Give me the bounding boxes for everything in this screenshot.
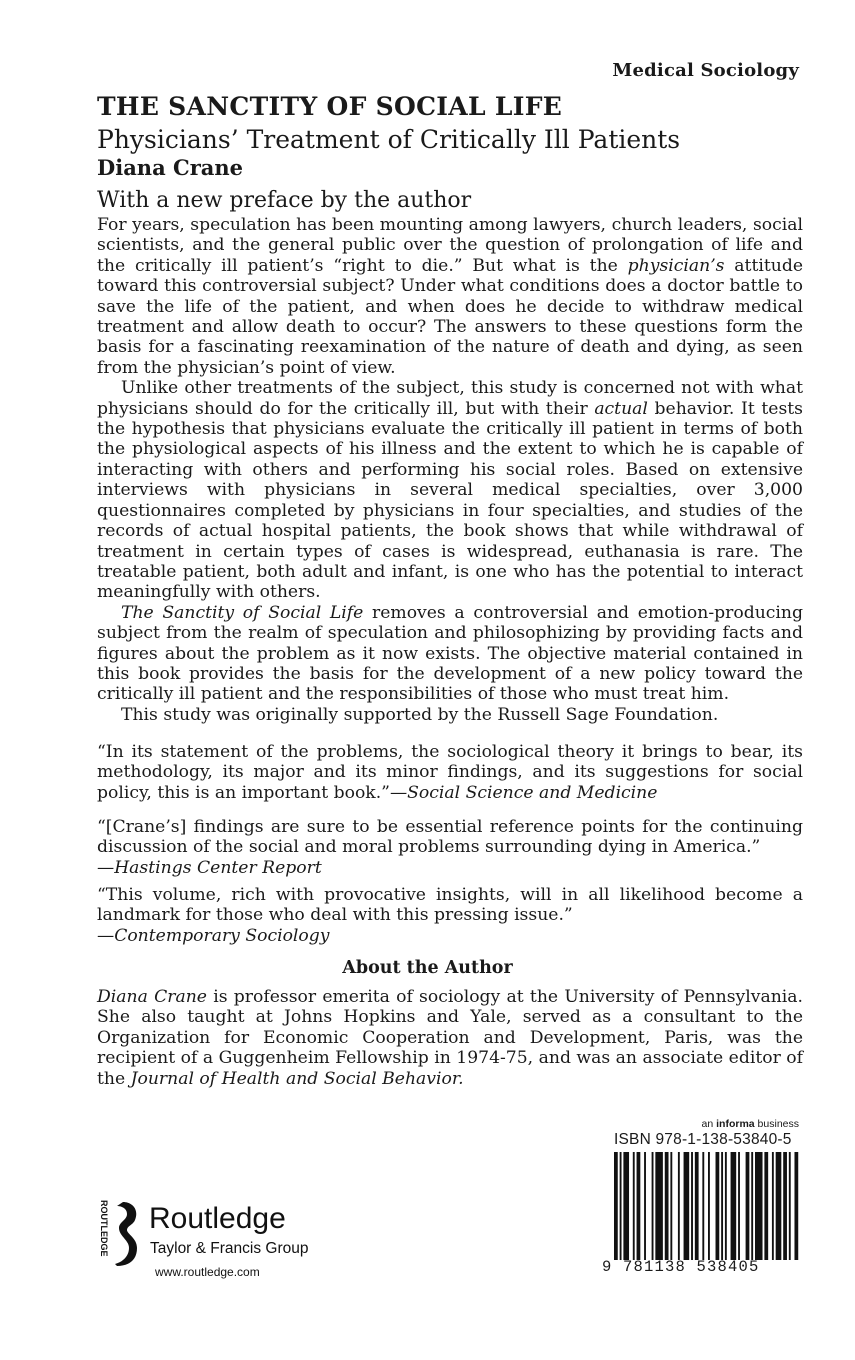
barcode-bar bbox=[702, 1152, 704, 1260]
barcode-bar bbox=[637, 1152, 641, 1260]
barcode-bar bbox=[678, 1152, 680, 1260]
description-paragraph-2: Unlike other treatments of the subject, this study is concerned not with what physicians should do for the critically ill, but with their actual behavior. It tests the hypothesis that physicians evaluate the critically ill patient in terms of both the physiological aspects of his illness and the extent to which he is capable of interacting with others and performing his social roles. Based on extensive interviews with physicians in several medical specialties, over 3,000 questionnaires completed by physicians in four specialties, and studies of the records of actual hospital patients, the book shows that while withdrawal of treatment in certain types of cases is widespread, euthanasia is rare. The treatable patient, both adult and infant, is one who has the potential to interact meaningfully with others. bbox=[97, 378, 803, 603]
review-source: —Hastings Center Report bbox=[97, 857, 322, 878]
barcode-bar bbox=[776, 1152, 782, 1260]
barcode-bar bbox=[614, 1152, 618, 1260]
barcode-bar bbox=[772, 1152, 774, 1260]
isbn-number: ISBN 978-1-138-53840-5 bbox=[614, 1131, 792, 1148]
barcode-bar bbox=[655, 1152, 663, 1260]
publisher-group: Taylor & Francis Group bbox=[150, 1240, 309, 1257]
barcode-bar bbox=[755, 1152, 763, 1260]
book-description bbox=[97, 215, 803, 725]
book-title: THE SANCTITY OF SOCIAL LIFE bbox=[97, 92, 563, 121]
barcode-bar bbox=[684, 1152, 690, 1260]
publisher-logo bbox=[93, 1198, 333, 1288]
barcode-bar bbox=[794, 1152, 798, 1260]
barcode-bar bbox=[725, 1152, 727, 1260]
review-source: —Contemporary Sociology bbox=[97, 925, 330, 946]
review-source: —Social Science and Medicine bbox=[389, 782, 658, 803]
barcode-bar bbox=[652, 1152, 654, 1260]
review-quote: “This volume, rich with provocative insights, will in all likelihood become a landmark for those who deal with this pressing issue.” —Contemporary Sociology bbox=[97, 885, 803, 946]
barcode-bar bbox=[620, 1152, 622, 1260]
about-author-text: Diana Crane is professor emerita of sociology at the University of Pennsylvania. She also taught at Johns Hopkins and Yale, served as a consultant to the Organization for Economic Cooperation and Development, Paris, was the recipient of a Guggenheim Fellowship in 1974-75, and was an associate editor of the Journal of Health and Social Behavior. bbox=[97, 987, 803, 1089]
barcode-bar bbox=[716, 1152, 720, 1260]
barcode-bar bbox=[751, 1152, 753, 1260]
barcode-bar bbox=[721, 1152, 723, 1260]
barcode-bar bbox=[731, 1152, 737, 1260]
barcode-bar bbox=[708, 1152, 710, 1260]
routledge-logo-icon bbox=[93, 1198, 143, 1270]
description-paragraph-4: This study was originally supported by the Russell Sage Foundation. bbox=[121, 704, 719, 725]
barcode-bar bbox=[746, 1152, 750, 1260]
barcode-bar bbox=[644, 1152, 646, 1260]
barcode-bar bbox=[670, 1152, 672, 1260]
description-paragraph-3: The Sanctity of Social Life removes a controversial and emotion-producing subject from the realm of speculation and philosophizing by providing facts and figures about the problem as it now exists. The objective material contained in this book provides the basis for the development of a new policy toward the critically ill patient and the responsibilities of those who must treat him. bbox=[97, 602, 803, 705]
barcode-digits: 9 781138 538405 bbox=[602, 1258, 760, 1276]
book-subtitle: Physicians’ Treatment of Critically Ill Patients bbox=[97, 125, 681, 154]
informa-business-tag: an informa business bbox=[701, 1118, 799, 1130]
about-author-heading: About the Author bbox=[342, 958, 513, 978]
publisher-name: Routledge bbox=[149, 1202, 286, 1235]
barcode-bar bbox=[789, 1152, 791, 1260]
book-author: Diana Crane bbox=[97, 155, 243, 180]
barcode-bar bbox=[695, 1152, 699, 1260]
barcode-icon bbox=[612, 1152, 802, 1260]
barcode-bar bbox=[738, 1152, 740, 1260]
barcode-bar bbox=[623, 1152, 629, 1260]
review-quote: “[Crane’s] findings are sure to be essential reference points for the continuing discussion of the social and moral problems surrounding dying in America.” —Hastings Center Report bbox=[97, 817, 803, 878]
barcode-bar bbox=[691, 1152, 693, 1260]
svg-text:ROUTLEDGE: ROUTLEDGE bbox=[99, 1200, 109, 1257]
publisher-website: www.routledge.com bbox=[155, 1265, 260, 1279]
barcode-bar bbox=[783, 1152, 787, 1260]
barcode-bar bbox=[764, 1152, 768, 1260]
edition-note: With a new preface by the author bbox=[97, 188, 472, 213]
barcode-bar bbox=[633, 1152, 635, 1260]
barcode-bar bbox=[665, 1152, 669, 1260]
series-label: Medical Sociology bbox=[612, 60, 799, 81]
description-paragraph-1: For years, speculation has been mounting among lawyers, church leaders, social scientists, and the general public over the question of prolongation of life and the critically ill patient’s “right to die.” But what is the physician’s attitude toward this controversial subject? Under what conditions does a doctor battle to save the life of the patient, and when does he decide to withdraw medical treatment and allow death to occur? The answers to these questions form the basis for a fascinating reexamination of the nature of death and dying, as seen from the physician’s point of view. bbox=[97, 215, 804, 378]
review-quote: “In its statement of the problems, the sociological theory it brings to bear, its methodology, its major and its minor findings, and its suggestions for social policy, this is an important book.”—Social Science and Medicine bbox=[97, 742, 803, 803]
